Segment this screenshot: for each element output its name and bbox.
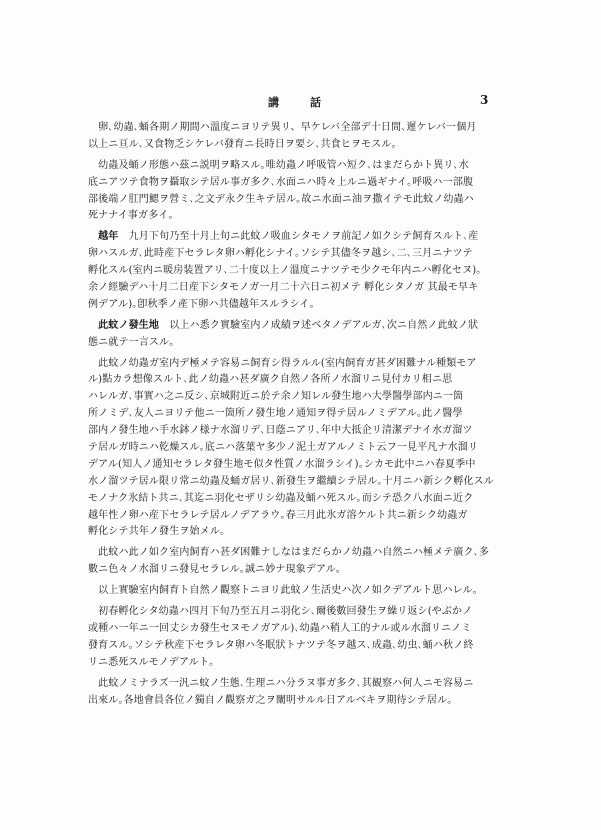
- text-line: [88, 263, 512, 280]
- line-text: 以上實驗室内飼育ト自然ノ觀察トニヨリ此蚊ノ生活史ハ次ノ如クデアルト思ハレル｡: [98, 585, 478, 597]
- paragraph: [88, 545, 512, 579]
- text-line: [88, 372, 512, 389]
- line-text: モノナク氷結ト共ニ､其迄ニ羽化セザリシ幼蟲及蛹ハ死スル｡而シテ恐ク八水面ニ近ク: [88, 492, 474, 504]
- line-text: 此蚊ノ幼蟲ガ室内デ極メテ容易ニ飼育シ得ラルル(室内飼育ガ甚ダ困難ナル種類モア: [98, 357, 477, 369]
- text-line: [88, 423, 512, 440]
- line-text: 此蚊ノミナラズ一汎ニ蚊ノ生態､生理ニハ分ラヌ事ガ多ク､其観察ハ何人ニモ容易ニ: [98, 677, 474, 689]
- text-line: [88, 158, 512, 175]
- text-line: [88, 120, 512, 137]
- text-line: [88, 229, 512, 246]
- line-text: 孵化スル(室内ニ暖房装置アリ､二十度以上ノ溫度ニナツテモ少クモ年内ニハ孵化セヌ)｡: [88, 265, 482, 277]
- line-text: 九月下旬乃至十月上旬ニ此蚊ノ吸血シタモノヲ前記ノ如クシテ飼育スルト､産: [128, 231, 479, 243]
- text-line: [88, 457, 512, 474]
- page-number: 3: [480, 93, 489, 107]
- text-line: [88, 208, 512, 225]
- body-text: [88, 120, 512, 713]
- paragraph: [88, 229, 512, 313]
- paragraph: [88, 120, 512, 154]
- line-text: 部内ノ發生地ハ手水鉢ノ様ナ水溜リデ､日蔭ニアリ､年中大抵企リ清潔デナイ水ガ溜ツ: [88, 425, 473, 437]
- paragraph: [88, 604, 512, 672]
- text-line: [88, 474, 512, 491]
- text-line: [88, 297, 512, 314]
- paragraph: [88, 158, 512, 226]
- line-text: 或種ハ一年ニ一回丈シカ發生セヌモノガアル)､幼蟲ハ稍人工的ナル或ル水溜リニノミ: [88, 622, 472, 634]
- text-line: [88, 583, 512, 600]
- section-heading: 此蚊ノ發生地: [98, 319, 160, 331]
- line-text: デアル(知人ノ通知セラレタ發生地モ似タ性質ノ水溜ラシイ)｡シカモ此中ニハ春夏季中: [88, 458, 476, 470]
- line-text: 死ナナイ事ガ多イ｡: [88, 210, 174, 222]
- text-line: [88, 524, 512, 541]
- line-text: 余ノ經驗デハ十月二日産下シタモノガ一月二十六日ニ初メテ 孵化シタノガ 其最モ早キ: [88, 282, 479, 294]
- running-head-title: 講 話: [268, 96, 331, 109]
- text-line: [88, 545, 512, 562]
- paragraph: [88, 318, 512, 352]
- text-line: [88, 335, 512, 352]
- text-line: [88, 491, 512, 508]
- text-line: [88, 508, 512, 525]
- text-line: [88, 246, 512, 263]
- section-heading: 越年: [98, 231, 119, 243]
- line-text: 底ニアツテ食物ヲ攝取シテ居ル事ガ多ク､水面ニハ時々上ルニ過ギナイ｡呼吸ハ一部腹: [88, 176, 474, 188]
- paragraph: [88, 356, 512, 542]
- text-line: [88, 406, 512, 423]
- text-line: [88, 440, 512, 457]
- text-line: [88, 562, 512, 579]
- line-text: 數ニ色々ノ水溜リニ發見セラレル｡誠ニ妙ナ現象デアル｡: [88, 564, 342, 576]
- line-text: 態ニ就テ一言スル｡: [88, 336, 175, 348]
- line-text: テ居ルガ時ニハ乾燥スル｡底ニハ落葉ヤ多少ノ泥土ガアルノミト云フ一見平凡ナ水溜リ: [88, 442, 479, 454]
- text-line: [88, 318, 512, 335]
- line-text: 以上ニ亘ル､又食物乏シケレバ發育ニ長時日ヲ要シ､共食ヒヲモスル｡: [88, 138, 397, 150]
- line-text: 越年性ノ卵ハ産下セラレテ居ルノデアラウ｡春三月此氷ガ溶ケルト共ニ新シク幼蟲ガ: [88, 509, 468, 521]
- line-text: リニ悉死スルモノデアルト｡: [88, 656, 215, 668]
- line-text: 所ノミデ､友人ニヨリテ他ニ一箇所ノ發生地ノ通知ヲ得テ居ルノミデアル｡此ノ醫學: [88, 408, 463, 420]
- text-line: [88, 356, 512, 373]
- text-line: [88, 389, 512, 406]
- text-line: [88, 280, 512, 297]
- text-line: [88, 621, 512, 638]
- paragraph: [88, 583, 512, 600]
- text-line: [88, 192, 512, 209]
- line-text: 以上ハ悉ク實驗室内ノ成績ヲ述ベタノデアルガ､次ニ自然ノ此蚊ノ狀: [169, 319, 479, 331]
- line-text: 部後端ノ肛門鰓ヲ營ミ､之文デ永ク生キテ居ル｡故ニ水面ニ油ヲ撒イテモ此蚊ノ幼蟲ハ: [88, 193, 474, 205]
- line-text: ハレルガ､事實ハ之ニ反シ､京城附近ニ於テ余ノ知レル發生地ハ大學醫學部内ニ一箇: [88, 391, 464, 403]
- text-line: [88, 137, 512, 154]
- line-text: 幼蟲及蛹ノ形態ハ茲ニ説明ヲ略スル｡唯幼蟲ノ呼吸管ハ短ク､はまだらかト異リ､水: [98, 159, 469, 171]
- line-text: 例デアル)｡卽秋季ノ產下卵ハ共儘越年スルラシイ｡: [88, 298, 315, 310]
- running-head: [0, 94, 601, 110]
- line-text: 卵､幼蟲､蛹各期ノ期間ハ溫度ニヨリテ異リ、早ケレバ全部デ十日間､遲ケレバ一個月: [98, 122, 477, 133]
- text-line: [88, 175, 512, 192]
- text-line: [88, 676, 512, 693]
- line-text: 水ノ溜ツテ居ル限リ常ニ幼蟲及蛹ガ居リ､新發生ヲ繼續シテ居ル｡十月ニハ新シク孵化スル: [88, 475, 494, 487]
- line-text: 出來ル｡各地會員各位ノ獨自ノ觀察ガ之ヲ闡明サルル日アルベキヲ期待シテ居ル｡: [88, 694, 453, 706]
- line-text: 發育スル｡ソシテ秋産下セラレタ卵ハ冬眠狀トナツテ冬ヲ越ス､成蟲､幼虫､蛹ハ秋ノ終: [88, 639, 474, 651]
- line-text: 孵化シテ共年ノ發生ヲ始メル｡: [88, 526, 226, 538]
- line-text: 卵ハスルガ､此時産下セラレタ卵ハ孵化シナイ｡ソシテ其儘冬ヲ越シ､二､三月ニナツテ: [88, 248, 473, 260]
- line-text: 此蚊ハ此ノ如ク室内飼育ハ甚ダ困難ナしなはまだらかノ幼蟲ハ自然ニハ極メテ廣ク､多: [98, 547, 490, 559]
- line-text: 初春孵化シタ幼蟲ハ四月下旬乃至五月ニ羽化シ､爾後數回發生ヲ繰リ返シ(やぶかノ: [98, 606, 473, 618]
- text-line: [88, 604, 512, 621]
- paragraph: [88, 676, 512, 710]
- text-line: [88, 655, 512, 672]
- text-line: [88, 693, 512, 710]
- text-line: [88, 638, 512, 655]
- line-text: ル)點カラ想像スルト､此ノ幼蟲ハ甚ダ廣ク自然ノ各所ノ水溜リニ見付カリ相ニ思: [88, 374, 453, 386]
